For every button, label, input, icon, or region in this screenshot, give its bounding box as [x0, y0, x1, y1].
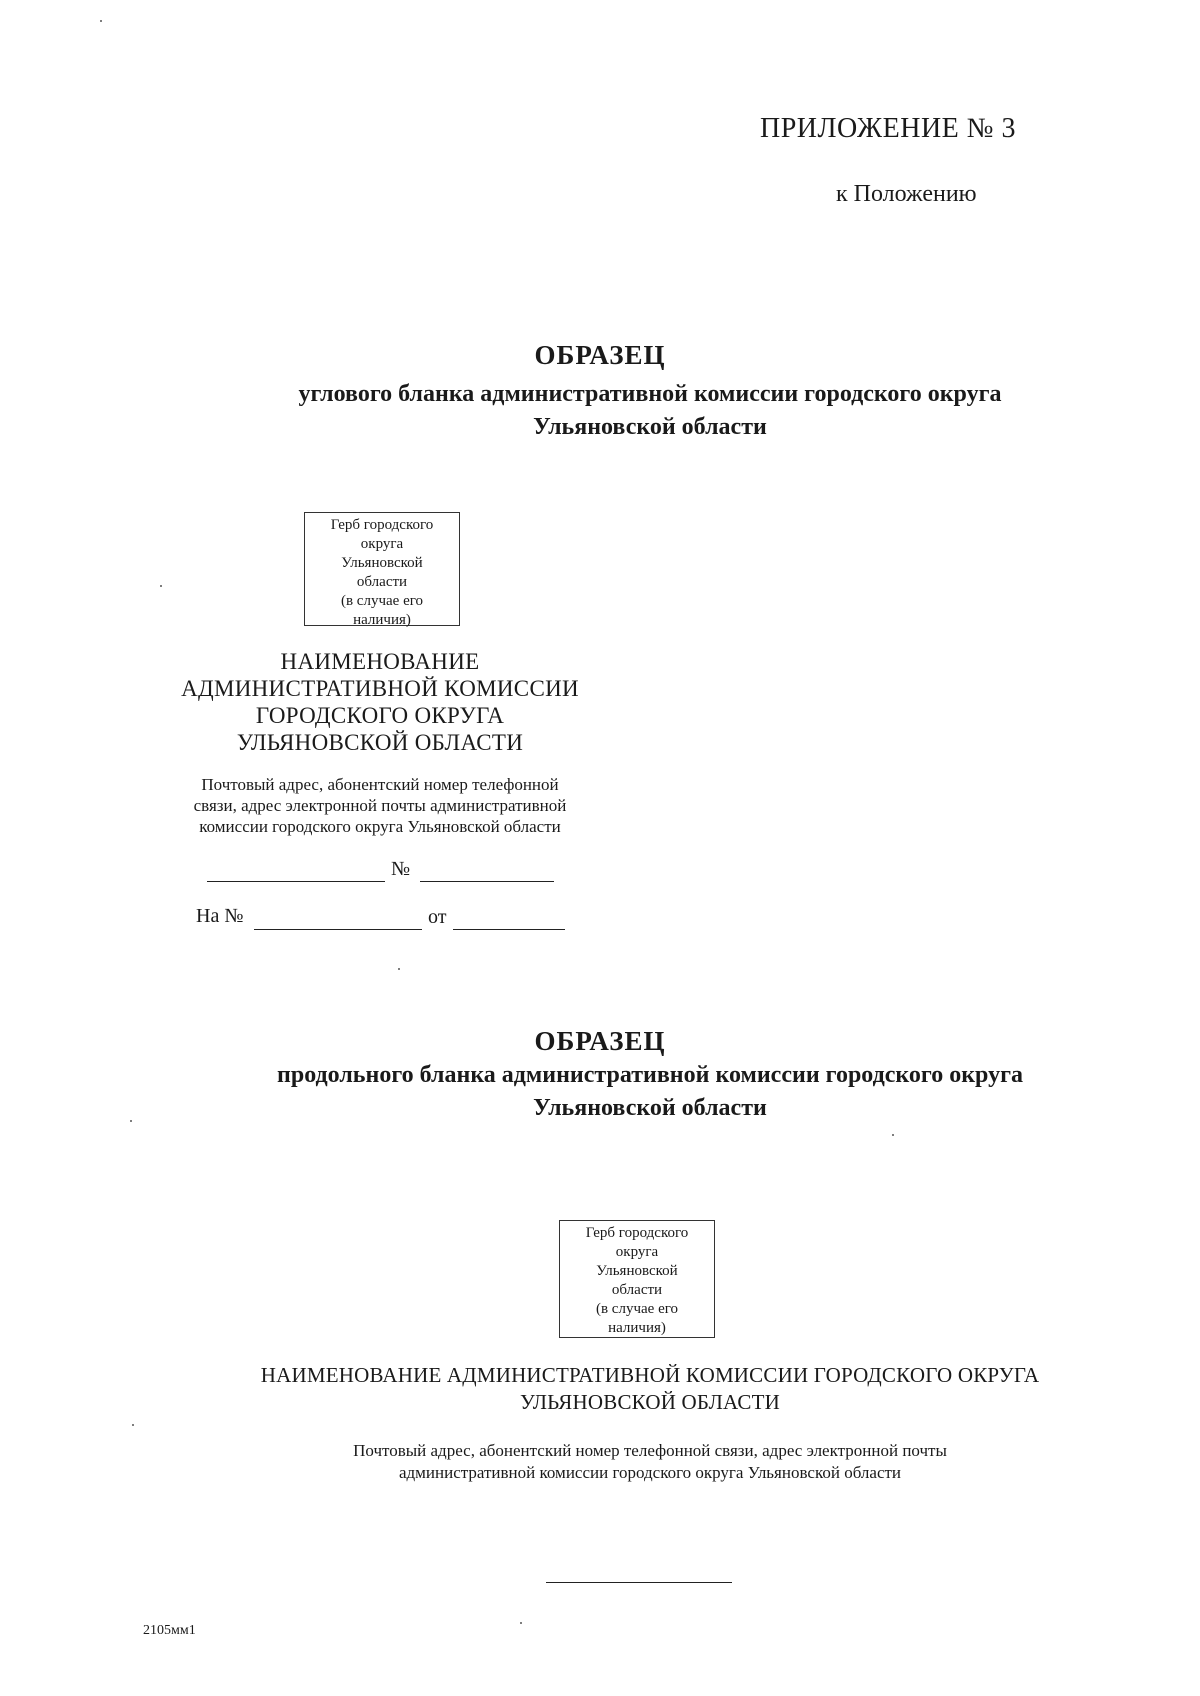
address-line: Почтовый адрес, абонентский номер телефонной связи, адрес электронной почты [353, 1441, 947, 1460]
coat-of-arms-text-line: области [356, 574, 408, 590]
appendix-subtitle: к Положению [836, 181, 977, 207]
scan-speck [100, 20, 102, 22]
org-name-line: ГОРОДСКОГО ОКРУГА [255, 703, 505, 728]
longitudinal-address [200, 1440, 1100, 1484]
number-blank-line [420, 881, 554, 882]
coat-of-arms-text-line: (в случае его [340, 593, 424, 609]
scan-speck [892, 1134, 894, 1136]
org-name-line: НАИМЕНОВАНИЕ [280, 649, 480, 674]
coat-of-arms-text-line: Герб городского [585, 1225, 689, 1241]
corner-blank-subheading [150, 378, 1150, 444]
scan-speck [398, 968, 400, 970]
longitudinal-org-name [150, 1362, 1150, 1416]
address-line: комиссии городского округа Ульяновской области [199, 817, 561, 836]
appendix-title: ПРИЛОЖЕНИЕ № 3 [760, 113, 1016, 144]
scan-speck [132, 1424, 134, 1426]
coat-of-arms-text-line: области [611, 1282, 663, 1298]
longitudinal-blank-subheading [150, 1059, 1150, 1125]
date-blank-line [207, 881, 385, 882]
reply-number-label: На № [196, 905, 244, 927]
scan-speck [160, 585, 162, 587]
address-line: административной комиссии городского округа Ульяновской области [398, 1463, 902, 1482]
coat-of-arms-text-line: Герб городского [330, 517, 434, 533]
coat-of-arms-text-line: (в случае его [595, 1301, 679, 1317]
longitudinal-blank-subheading-line-2: Ульяновской области [533, 1095, 767, 1121]
coat-of-arms-text-line: наличия) [353, 612, 411, 628]
coat-of-arms-text-line: Ульяновской [596, 1263, 678, 1279]
org-name-line: УЛЬЯНОВСКОЙ ОБЛАСТИ [236, 730, 524, 755]
org-name-line: НАИМЕНОВАНИЕ АДМИНИСТРАТИВНОЙ КОМИССИИ ГОРОДСКОГО ОКРУГА [260, 1363, 1040, 1387]
longitudinal-coat-of-arms-placeholder [559, 1220, 715, 1338]
corner-coat-of-arms-placeholder [304, 512, 460, 626]
scan-speck [130, 1120, 132, 1122]
corner-org-name [140, 648, 620, 756]
corner-blank-subheading-line-1: углового бланка административной комиссии городского округа [298, 381, 1002, 407]
coat-of-arms-text-line: наличия) [608, 1320, 666, 1336]
reply-number-blank-line [254, 929, 422, 930]
org-name-line: АДМИНИСТРАТИВНОЙ КОМИССИИ [181, 676, 579, 701]
coat-of-arms-text-line: округа [360, 536, 404, 552]
coat-of-arms-text-line: округа [615, 1244, 659, 1260]
scan-speck [520, 1622, 522, 1624]
coat-of-arms-text-line: Ульяновской [341, 555, 423, 571]
longitudinal-blank-heading: ОБРАЗЕЦ [534, 1026, 666, 1056]
corner-address [150, 774, 610, 837]
corner-blank-subheading-line-2: Ульяновской области [533, 414, 767, 440]
address-line: связи, адрес электронной почты административной [193, 796, 567, 815]
number-sign: № [391, 858, 411, 880]
corner-blank-heading: ОБРАЗЕЦ [534, 340, 666, 370]
longitudinal-blank-subheading-line-1: продольного бланка административной комиссии городского округа [277, 1062, 1023, 1088]
from-date-blank-line [453, 929, 565, 930]
document-code: 2105мм1 [143, 1623, 196, 1638]
org-name-line: УЛЬЯНОВСКОЙ ОБЛАСТИ [520, 1390, 780, 1414]
end-separator-line [546, 1582, 732, 1583]
address-line: Почтовый адрес, абонентский номер телефонной [201, 775, 559, 794]
from-label: от [428, 906, 447, 928]
